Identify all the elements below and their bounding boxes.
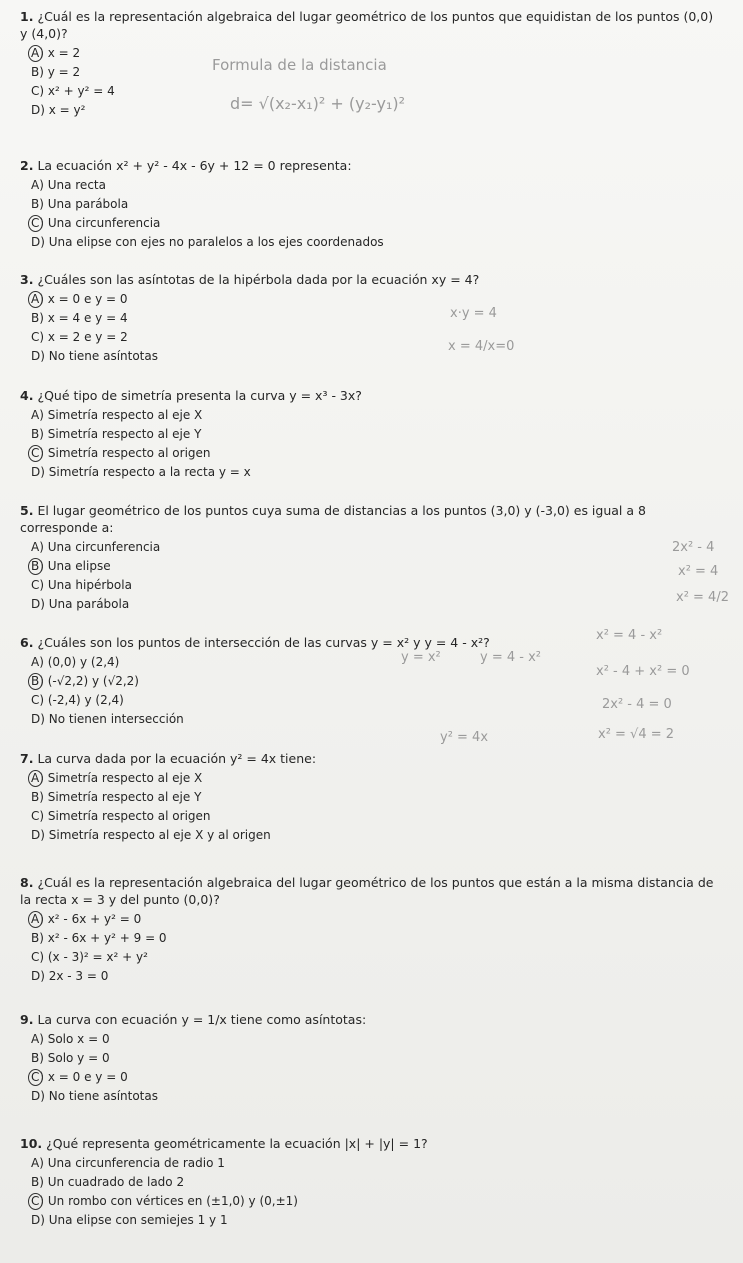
question-8 [20,874,720,986]
question-4-text [20,387,720,404]
option-a[interactable]: A) x² - 6x + y² = 0 [20,910,720,929]
question-5-text [20,502,720,536]
question-number: 5. [20,503,34,518]
question-number: 6. [20,635,34,650]
question-1-text [20,8,720,42]
answer-circle [28,445,43,462]
handwritten-note: x² = 4/2 [676,590,729,605]
answer-circle [28,291,43,308]
question-number: 3. [20,272,34,287]
option-a[interactable]: A) Solo x = 0 [31,1032,110,1046]
option-c[interactable]: C) Una circunferencia [20,214,720,233]
answer-circle [28,770,43,787]
question-title: ¿Cuál es la representación algebraica del lugar geométrico de los puntos que están a la misma distancia de la recta x = 3 y del punto (0,0)? [20,875,714,907]
handwritten-note: x² = 4 - x² [596,628,663,643]
answer-circle [28,673,43,690]
handwritten-note: d= √(x₂-x₁)² + (y₂-y₁)² [230,94,406,113]
question-title: ¿Qué representa geométricamente la ecuación |x| + |y| = 1? [46,1136,428,1151]
handwritten-note: x·y = 4 [450,306,497,321]
answer-circle [28,215,43,232]
question-3-text [20,271,720,288]
question-title: ¿Cuáles son las asíntotas de la hipérbola dada por la ecuación xy = 4? [37,272,480,287]
option-d[interactable]: D) Simetría respecto al eje X y al origen [31,828,271,842]
answer-circle [28,558,43,575]
option-b[interactable]: B) x = 4 e y = 4 [31,311,128,325]
question-10-text [20,1135,720,1152]
option-a[interactable]: A) Una circunferencia [31,540,161,554]
handwritten-note: x² = √4 = 2 [598,727,675,742]
question-8-text [20,874,720,908]
question-number: 2. [20,158,34,173]
question-5 [20,502,720,614]
option-a[interactable]: A) x = 0 e y = 0 [20,290,720,309]
answer-circle [28,45,43,62]
option-c[interactable]: C) (x - 3)² = x² + y² [31,950,148,964]
question-10 [20,1135,720,1230]
handwritten-note: x² = 4 [678,564,719,579]
option-b[interactable]: B) Una elipse [20,557,720,576]
handwritten-note: Formula de la distancia [212,56,387,74]
option-c[interactable]: C) Simetría respecto al origen [20,444,720,463]
question-7 [20,750,720,845]
question-title: La curva dada por la ecuación y² = 4x tiene: [37,751,317,766]
answer-circle [28,911,43,928]
handwritten-note: x = 4/x=0 [448,339,515,354]
option-c[interactable]: C) x² + y² = 4 [31,84,115,98]
question-2-text [20,157,720,174]
question-9 [20,1011,720,1106]
option-a[interactable]: A) Una circunferencia de radio 1 [31,1156,225,1170]
option-c[interactable]: C) Un rombo con vértices en (±1,0) y (0,±1) [20,1192,720,1211]
option-b[interactable]: B) Simetría respecto al eje Y [31,427,202,441]
question-4 [20,387,720,482]
question-title: El lugar geométrico de los puntos cuya suma de distancias a los puntos (3,0) y (-3,0) es igual a 8 corresponde a: [20,503,646,535]
option-d[interactable]: D) 2x - 3 = 0 [31,969,109,983]
option-d[interactable]: D) No tienen intersección [31,712,184,726]
option-c[interactable]: C) x = 2 e y = 2 [31,330,128,344]
option-a[interactable]: A) Una recta [31,178,106,192]
question-number: 10. [20,1136,43,1151]
option-d[interactable]: D) x = y² [31,103,86,117]
answer-circle [28,1193,43,1210]
option-d[interactable]: D) No tiene asíntotas [31,1089,158,1103]
handwritten-note: y = 4 - x² [480,650,541,665]
option-b[interactable]: B) y = 2 [31,65,81,79]
question-number: 8. [20,875,34,890]
handwritten-note: y² = 4x [440,730,489,745]
question-number: 9. [20,1012,34,1027]
option-a[interactable]: A) x = 2 [20,44,720,63]
question-6 [20,634,720,729]
handwritten-note: 2x² - 4 = 0 [602,697,672,712]
question-title: ¿Qué tipo de simetría presenta la curva y = x³ - 3x? [37,388,362,403]
option-b[interactable]: B) Solo y = 0 [31,1051,110,1065]
option-b[interactable]: B) Un cuadrado de lado 2 [31,1175,185,1189]
option-c[interactable]: C) Una hipérbola [31,578,132,592]
handwritten-note: x² - 4 + x² = 0 [596,664,690,679]
question-title: ¿Cuáles son los puntos de intersección de las curvas y = x² y y = 4 - x²? [37,635,490,650]
question-number: 4. [20,388,34,403]
question-title: La ecuación x² + y² - 4x - 6y + 12 = 0 representa: [37,158,352,173]
question-title: ¿Cuál es la representación algebraica del lugar geométrico de los puntos que equidistan de los puntos (0,0) y (4,0)? [20,9,714,41]
option-d[interactable]: D) No tiene asíntotas [31,349,158,363]
option-b[interactable]: B) Simetría respecto al eje Y [31,790,202,804]
answer-circle [28,1069,43,1086]
question-2 [20,157,720,252]
option-c[interactable]: C) Simetría respecto al origen [31,809,211,823]
question-title: La curva con ecuación y = 1/x tiene como asíntotas: [37,1012,367,1027]
handwritten-note: y = x² [401,650,441,665]
question-number: 7. [20,751,34,766]
question-9-text [20,1011,720,1028]
option-c[interactable]: C) (-2,4) y (2,4) [31,693,124,707]
option-d[interactable]: D) Una elipse con semiejes 1 y 1 [31,1213,228,1227]
option-a[interactable]: A) Simetría respecto al eje X [31,408,203,422]
handwritten-note: 2x² - 4 [672,540,715,555]
question-3 [20,271,720,366]
option-b[interactable]: B) (-√2,2) y (√2,2) [20,672,720,691]
question-7-text [20,750,720,767]
option-a[interactable]: A) Simetría respecto al eje X [20,769,720,788]
option-c[interactable]: C) x = 0 e y = 0 [20,1068,720,1087]
option-d[interactable]: D) Una parábola [31,597,130,611]
question-number: 1. [20,9,34,24]
option-d[interactable]: D) Una elipse con ejes no paralelos a los ejes coordenados [31,235,384,249]
option-b[interactable]: B) Una parábola [31,197,129,211]
option-d[interactable]: D) Simetría respecto a la recta y = x [31,465,251,479]
option-a[interactable]: A) (0,0) y (2,4) [31,655,120,669]
option-b[interactable]: B) x² - 6x + y² + 9 = 0 [31,931,167,945]
